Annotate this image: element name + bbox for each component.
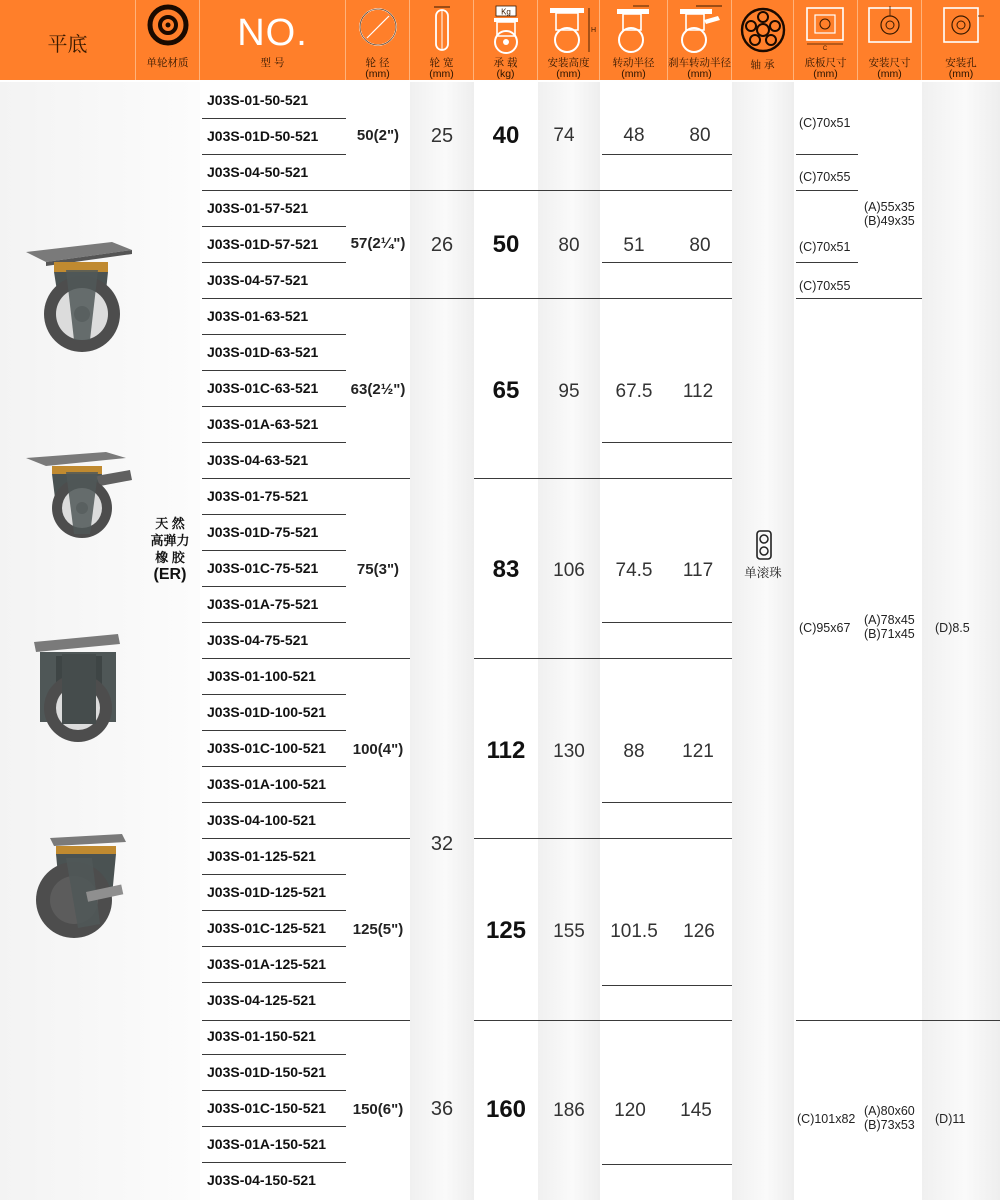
diameter-150: 150(6") xyxy=(352,1101,404,1118)
bearing-label: 单滚珠 xyxy=(744,566,782,580)
model-number: J03S-01-50-521 xyxy=(207,92,309,108)
no-title: NO. xyxy=(237,12,308,54)
width-32: 32 xyxy=(430,833,454,855)
mount-hole-icon xyxy=(936,4,986,50)
swivel-caster-image xyxy=(24,240,134,355)
height-130: 130 xyxy=(553,741,585,762)
plate-95x67: (C)95x67 xyxy=(799,621,851,635)
total-brake-caster-image xyxy=(26,832,130,942)
load-112: 112 xyxy=(486,737,526,764)
diameter-57: 57(2¼") xyxy=(350,235,406,252)
header-load xyxy=(474,0,538,80)
width-36: 36 xyxy=(430,1098,454,1120)
divider-line xyxy=(202,838,410,839)
material-header-label: 单轮材质 xyxy=(146,57,189,69)
height-155: 155 xyxy=(553,921,585,942)
swivel-101-5: 101.5 xyxy=(610,921,658,942)
model-number: J03S-01A-100-521 xyxy=(207,776,327,792)
model-number: J03S-04-50-521 xyxy=(207,164,309,180)
divider-line xyxy=(202,982,346,983)
divider-line xyxy=(202,622,346,623)
width-25: 25 xyxy=(430,125,454,147)
material-line-4: (ER) xyxy=(153,566,187,583)
mount-78x45: (A)78x45 xyxy=(864,613,915,627)
divider-line xyxy=(602,262,732,263)
divider-line xyxy=(602,802,732,803)
model-number: J03S-04-100-521 xyxy=(207,812,316,828)
hole-11: (D)11 xyxy=(935,1112,966,1126)
header-swivel xyxy=(600,0,668,80)
model-number: J03S-04-150-521 xyxy=(207,1172,316,1188)
divider-line xyxy=(858,298,922,299)
brake-radius-header-label: 刹车转动半径 (mm) xyxy=(668,57,731,80)
brake-112: 112 xyxy=(682,381,714,402)
model-number: J03S-01A-125-521 xyxy=(207,956,327,972)
divider-line xyxy=(202,190,410,191)
divider-line xyxy=(202,1126,346,1127)
divider-line xyxy=(410,298,474,299)
swivel-120: 120 xyxy=(614,1100,646,1121)
bearing-column-bg xyxy=(732,82,794,1200)
divider-line xyxy=(796,262,858,263)
model-number: J03S-01-125-521 xyxy=(207,848,316,864)
model-number: J03S-01D-63-521 xyxy=(207,344,319,360)
height-106: 106 xyxy=(553,560,585,581)
divider-line xyxy=(202,478,410,479)
swivel-51: 51 xyxy=(623,235,645,256)
divider-line xyxy=(202,514,346,515)
divider-line xyxy=(474,478,732,479)
plate-70x55-b: (C)70x55 xyxy=(799,279,851,293)
height-80: 80 xyxy=(558,235,580,256)
divider-line xyxy=(202,694,346,695)
divider-line xyxy=(796,1020,1000,1021)
table-header xyxy=(0,0,1000,80)
model-number: J03S-01C-63-521 xyxy=(207,380,319,396)
model-number: J03S-01C-125-521 xyxy=(207,920,327,936)
divider-line xyxy=(602,1164,732,1165)
width-header-label: 轮 宽 (mm) xyxy=(429,57,454,80)
brake-80-b: 80 xyxy=(689,235,711,256)
hole-8-5: (D)8.5 xyxy=(935,621,970,635)
brake-80-a: 80 xyxy=(689,125,711,146)
model-number: J03S-01D-75-521 xyxy=(207,524,319,540)
swivel-88: 88 xyxy=(623,741,645,762)
header-height xyxy=(538,0,600,80)
divider-line xyxy=(202,1162,346,1163)
kg-label: Kg xyxy=(500,7,511,17)
divider-line xyxy=(202,766,346,767)
hole-header-label: 安装孔 (mm) xyxy=(945,57,977,80)
divider-line xyxy=(202,550,346,551)
divider-line xyxy=(202,442,346,443)
divider-line xyxy=(602,985,732,986)
mount-group-3 xyxy=(864,1104,915,1132)
header-width xyxy=(410,0,474,80)
divider-line xyxy=(202,262,346,263)
model-number: J03S-01C-75-521 xyxy=(207,560,319,576)
header-material xyxy=(136,0,200,80)
model-number: J03S-04-63-521 xyxy=(207,452,309,468)
model-number: J03S-01A-75-521 xyxy=(207,596,319,612)
brake-117: 117 xyxy=(682,560,714,581)
brake-126: 126 xyxy=(683,921,715,942)
model-number: J03S-01A-150-521 xyxy=(207,1136,327,1152)
load-160: 160 xyxy=(485,1096,527,1123)
no-sub-label: 型 号 xyxy=(260,57,285,69)
model-number: J03S-01D-125-521 xyxy=(207,884,327,900)
header-no xyxy=(200,0,346,80)
height-186: 186 xyxy=(553,1100,585,1121)
mount-49x35: (B)49x35 xyxy=(864,214,915,228)
divider-line xyxy=(202,658,410,659)
mount-group-2 xyxy=(864,613,915,641)
swivel-74-5: 74.5 xyxy=(615,560,653,581)
diameter-125: 125(5") xyxy=(352,921,404,938)
swivel-radius-icon xyxy=(609,4,659,56)
install-height-icon xyxy=(544,4,594,56)
diameter-75: 75(3") xyxy=(356,561,400,578)
bearing-header-label: 轴 承 xyxy=(750,59,775,71)
divider-line xyxy=(202,298,410,299)
divider-line xyxy=(410,190,474,191)
divider-line xyxy=(202,1090,346,1091)
divider-line xyxy=(474,658,732,659)
bearing-icon xyxy=(739,6,787,54)
mount-55x35: (A)55x35 xyxy=(864,200,915,214)
series-label: 平底 xyxy=(47,34,88,56)
divider-line xyxy=(202,802,346,803)
mount-80x60: (A)80x60 xyxy=(864,1104,915,1118)
svg-text:C: C xyxy=(822,46,827,52)
model-number: J03S-01D-150-521 xyxy=(207,1064,327,1080)
divider-line xyxy=(602,442,732,443)
mount-71x45: (B)71x45 xyxy=(864,627,915,641)
material-line-3: 橡 胶 xyxy=(155,550,185,565)
load-40: 40 xyxy=(492,122,520,149)
material-line-1: 天 然 xyxy=(155,516,185,531)
load-65: 65 xyxy=(492,377,520,404)
swivel-67-5: 67.5 xyxy=(615,381,653,402)
mount-size-header-label: 安装尺寸 (mm) xyxy=(868,57,911,80)
plate-70x51-b: (C)70x51 xyxy=(799,240,851,254)
model-number: J03S-01D-50-521 xyxy=(207,128,319,144)
header-mount xyxy=(858,0,922,80)
divider-line xyxy=(202,118,346,119)
hole-column-bg xyxy=(922,82,1000,1200)
model-number: J03S-01-100-521 xyxy=(207,668,316,684)
mount-73x53: (B)73x53 xyxy=(864,1118,915,1132)
divider-line xyxy=(202,910,346,911)
single-ball-bearing-icon xyxy=(755,530,773,560)
divider-line xyxy=(474,298,732,299)
load-83: 83 xyxy=(492,556,520,583)
swivel-48: 48 xyxy=(623,125,645,146)
material-label xyxy=(142,515,198,583)
model-number: J03S-01-63-521 xyxy=(207,308,309,324)
divider-line xyxy=(202,874,346,875)
mount-size-icon xyxy=(863,4,917,50)
divider-line xyxy=(602,154,732,155)
diameter-header-label: 轮 径 (mm) xyxy=(365,57,390,80)
plate-101x82: (C)101x82 xyxy=(797,1112,856,1126)
divider-line xyxy=(796,190,858,191)
brake-radius-icon xyxy=(672,4,728,56)
load-icon xyxy=(484,4,528,56)
rigid-caster-image xyxy=(34,630,124,745)
material-line-2: 高弹力 xyxy=(150,533,190,548)
brake-145: 145 xyxy=(680,1100,712,1121)
wheel-width-icon xyxy=(427,4,457,54)
divider-line xyxy=(796,154,858,155)
height-95: 95 xyxy=(558,381,580,402)
install-height-header-label: 安装高度 (mm) xyxy=(547,57,590,80)
divider-line xyxy=(474,190,732,191)
model-number: J03S-04-57-521 xyxy=(207,272,309,288)
divider-line xyxy=(202,370,346,371)
model-number: J03S-01D-100-521 xyxy=(207,704,327,720)
wheel-material-icon xyxy=(147,4,189,46)
divider-line xyxy=(474,838,732,839)
model-number: J03S-01A-63-521 xyxy=(207,416,319,432)
model-number: J03S-01-75-521 xyxy=(207,488,309,504)
model-number: J03S-01-57-521 xyxy=(207,200,309,216)
divider-line xyxy=(796,298,858,299)
diameter-100: 100(4") xyxy=(352,741,404,758)
header-plate xyxy=(794,0,858,80)
svg-text:H: H xyxy=(590,27,596,34)
divider-line xyxy=(202,1020,410,1021)
swivel-brake-caster-image xyxy=(26,450,136,542)
divider-line xyxy=(202,154,346,155)
model-number: J03S-01-150-521 xyxy=(207,1028,316,1044)
width-26: 26 xyxy=(430,234,454,256)
divider-line xyxy=(602,622,732,623)
height-74: 74 xyxy=(553,125,575,146)
model-number: J03S-01C-150-521 xyxy=(207,1100,327,1116)
header-bearing xyxy=(732,0,794,80)
model-number: J03S-04-75-521 xyxy=(207,632,309,648)
model-number: J03S-01C-100-521 xyxy=(207,740,327,756)
diameter-63: 63(2½") xyxy=(350,381,406,398)
brake-121: 121 xyxy=(682,741,714,762)
plate-size-header-label: 底板尺寸 (mm) xyxy=(804,57,847,80)
diameter-icon xyxy=(355,4,401,50)
divider-line xyxy=(202,730,346,731)
load-50: 50 xyxy=(492,231,520,258)
header-diameter xyxy=(346,0,410,80)
load-header-label: 承 载 (kg) xyxy=(493,57,518,80)
header-series xyxy=(0,0,136,80)
divider-line xyxy=(202,334,346,335)
load-125: 125 xyxy=(485,917,527,944)
model-number: J03S-01D-57-521 xyxy=(207,236,319,252)
diameter-50: 50(2") xyxy=(356,127,400,144)
divider-line xyxy=(202,1054,346,1055)
divider-line xyxy=(474,1020,732,1021)
plate-70x55-a: (C)70x55 xyxy=(799,170,851,184)
header-hole xyxy=(922,0,1000,80)
plate-70x51-a: (C)70x51 xyxy=(799,116,851,130)
divider-line xyxy=(202,946,346,947)
mount-group-1 xyxy=(864,200,915,228)
divider-line xyxy=(202,226,346,227)
swivel-radius-header-label: 转动半径 (mm) xyxy=(612,57,655,80)
divider-line xyxy=(202,406,346,407)
plate-size-icon xyxy=(801,4,851,50)
header-brake xyxy=(668,0,732,80)
divider-line xyxy=(202,586,346,587)
model-number: J03S-04-125-521 xyxy=(207,992,316,1008)
